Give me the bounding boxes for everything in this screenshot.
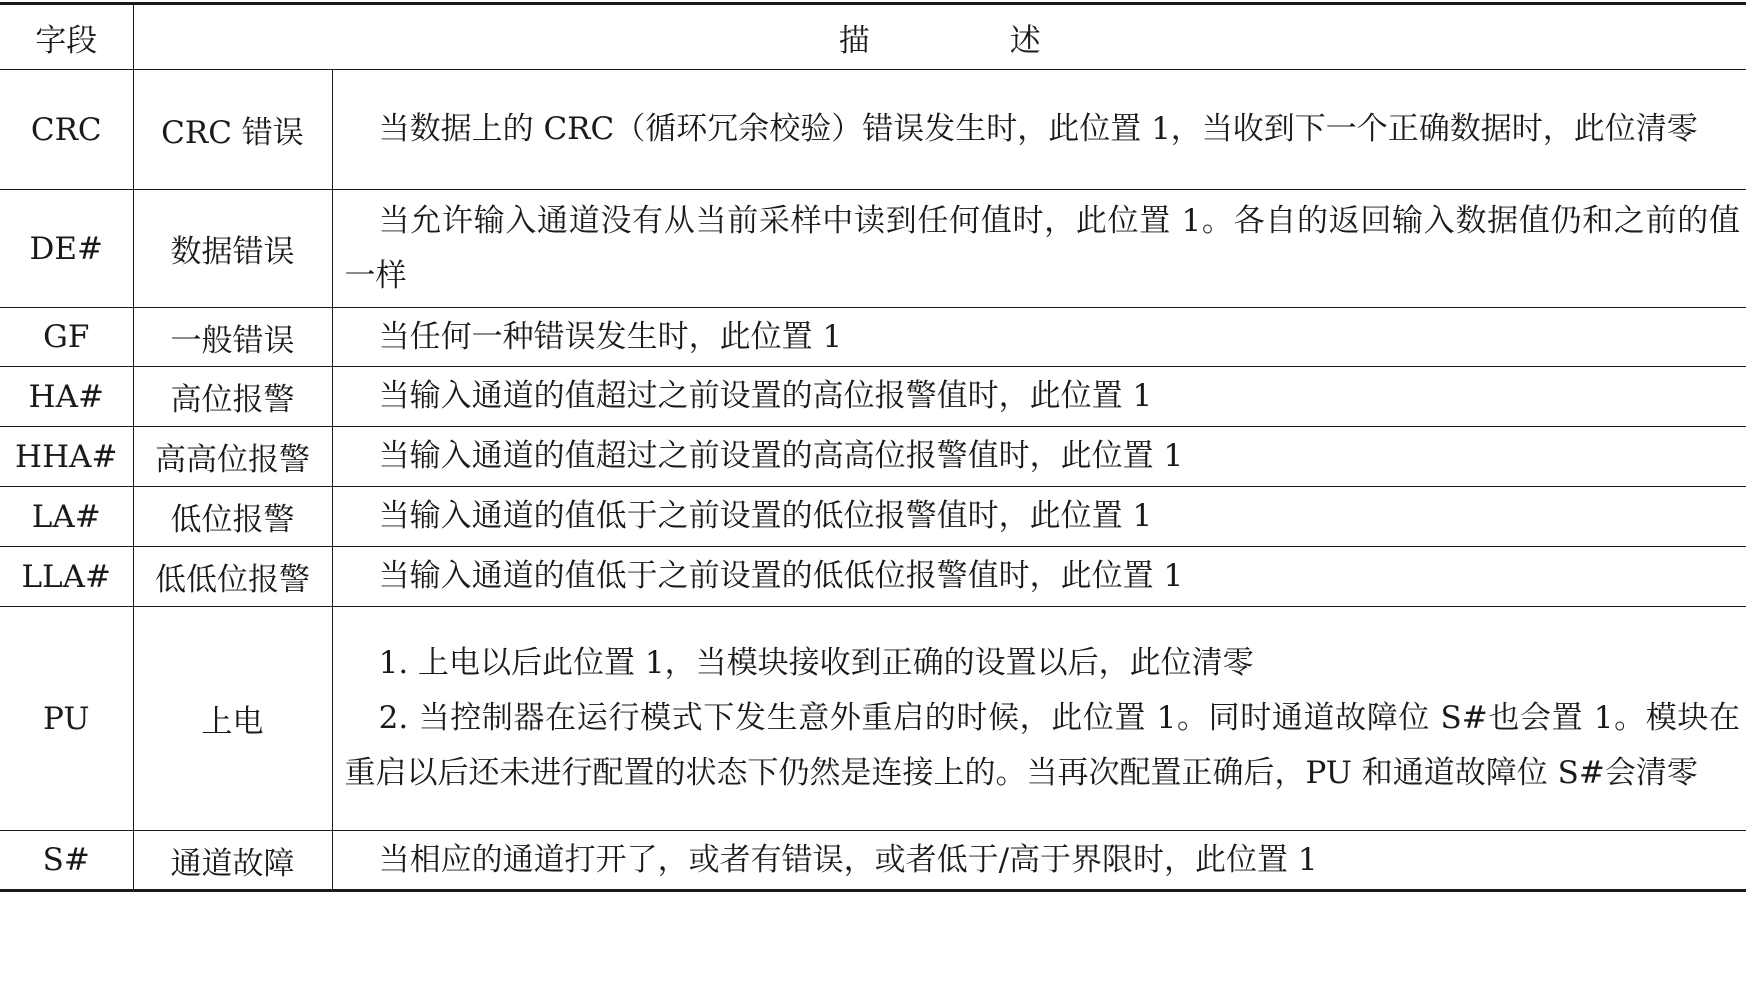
description-paragraph: 当输入通道的值低于之前设置的低低位报警值时，此位置 1 xyxy=(378,558,1184,594)
field-name: 通道故障 xyxy=(133,831,332,891)
field-description-table xyxy=(0,2,1746,892)
table-row xyxy=(0,547,1746,607)
table-row xyxy=(0,190,1746,308)
field-name: 高高位报警 xyxy=(133,427,332,487)
description-paragraph: 当数据上的 CRC（循环冗余校验）错误发生时，此位置 1，当收到下一个正确数据时，此位清零 xyxy=(378,111,1698,147)
field-name: CRC 错误 xyxy=(133,70,332,190)
description-paragraph: 当任何一种错误发生时，此位置 1 xyxy=(378,318,843,355)
field-name: 低低位报警 xyxy=(133,547,332,607)
field-code: CRC xyxy=(0,70,133,190)
field-code: PU xyxy=(0,607,133,831)
table-row xyxy=(0,831,1746,891)
field-name: 高位报警 xyxy=(133,367,332,427)
description-paragraph: 当相应的通道打开了，或者有错误，或者低于/高于界限时，此位置 1 xyxy=(378,841,1318,878)
field-code: GF xyxy=(0,308,133,367)
field-code: HHA# xyxy=(0,427,133,487)
field-description xyxy=(332,190,1746,308)
field-code: S# xyxy=(0,831,133,891)
table-row xyxy=(0,427,1746,487)
header-description-char-2: 述 xyxy=(1009,22,1041,59)
description-paragraph: 当输入通道的值低于之前设置的低位报警值时，此位置 1 xyxy=(378,498,1153,534)
field-description xyxy=(332,367,1746,427)
field-description xyxy=(332,70,1746,190)
header-description xyxy=(133,4,1746,70)
description-paragraph: 当输入通道的值超过之前设置的高位报警值时，此位置 1 xyxy=(378,378,1153,414)
table-row xyxy=(0,367,1746,427)
header-description-char-1: 描 xyxy=(838,22,870,59)
field-description xyxy=(332,487,1746,547)
table-row xyxy=(0,487,1746,547)
header-field: 字段 xyxy=(0,4,133,70)
field-name: 上电 xyxy=(133,607,332,831)
field-description xyxy=(332,308,1746,367)
field-name: 低位报警 xyxy=(133,487,332,547)
field-code: LLA# xyxy=(0,547,133,607)
field-code: HA# xyxy=(0,367,133,427)
field-description xyxy=(332,831,1746,891)
field-code: DE# xyxy=(0,190,133,308)
header-row xyxy=(0,4,1746,70)
table-row xyxy=(0,308,1746,367)
table-row xyxy=(0,70,1746,190)
field-description xyxy=(332,547,1746,607)
description-paragraph: 当允许输入通道没有从当前采样中读到任何值时，此位置 1。各自的返回输入数据值仍和之前的值一样 xyxy=(344,202,1740,294)
field-name: 一般错误 xyxy=(133,308,332,367)
field-description xyxy=(332,427,1746,487)
field-code: LA# xyxy=(0,487,133,547)
description-paragraph: 当输入通道的值超过之前设置的高高位报警值时，此位置 1 xyxy=(378,438,1184,474)
field-name: 数据错误 xyxy=(133,190,332,308)
field-description xyxy=(332,607,1746,831)
table-row xyxy=(0,607,1746,831)
description-item-2: 2. 当控制器在运行模式下发生意外重启的时候，此位置 1。同时通道故障位 S#也会置 1。模块在重启以后还未进行配置的状态下仍然是连接上的。当再次配置正确后，PU 和通道故障位 S#会清零 xyxy=(344,700,1740,791)
description-item-1: 1. 上电以后此位置 1，当模块接收到正确的设置以后，此位清零 xyxy=(378,645,1254,681)
